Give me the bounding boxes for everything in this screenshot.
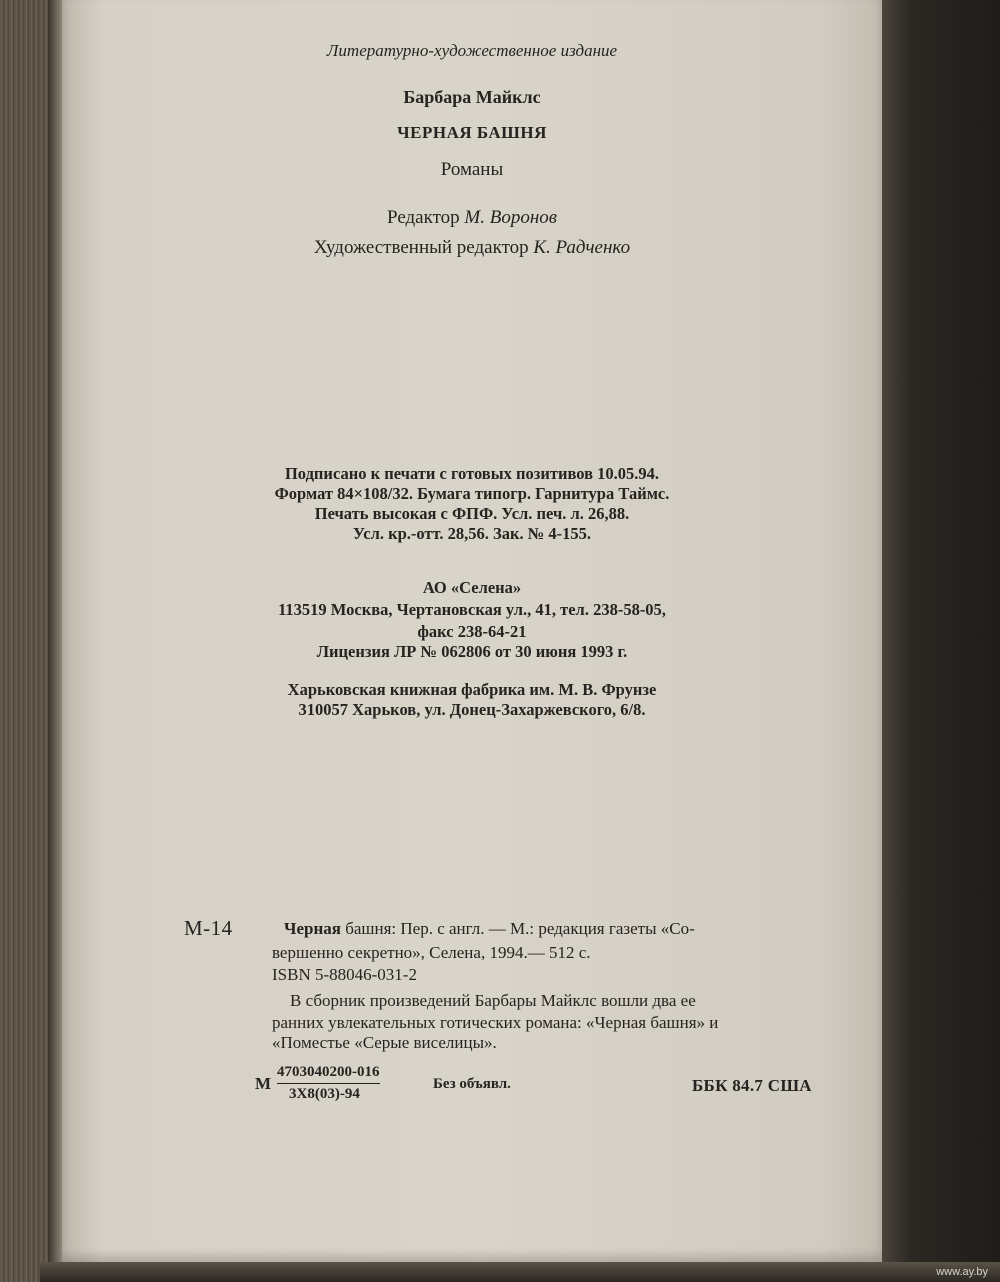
index-denominator: 3Х8(03)-94 — [289, 1086, 360, 1102]
editor-name: М. Воронов — [464, 207, 557, 228]
bbk-classification: ББК 84.7 США — [692, 1076, 812, 1095]
author-name: Барбара Майклс — [403, 87, 541, 107]
printer-address: 310057 Харьков, ул. Донец-Захаржевского, 6/8. — [298, 700, 646, 719]
annotation-line: ранних увлекательных готических романа: «Черная башня» и — [272, 1013, 719, 1032]
publisher-name: АО «Селена» — [422, 578, 522, 597]
art-editor-name: К. Радченко — [533, 237, 631, 258]
watermark: www.ay.by — [936, 1266, 988, 1278]
genre-label: Романы — [440, 159, 504, 180]
printer-name: Харьковская книжная фабрика им. М. В. Фрунзе — [287, 680, 657, 699]
annotation-line: В сборник произведений Барбары Майклс вошли два ее — [290, 991, 696, 1010]
publisher-license: Лицензия ЛР № 062806 от 30 июня 1993 г. — [316, 642, 628, 661]
index-numerator: 4703040200-016 — [277, 1064, 380, 1084]
bibliographic-entry-rest: башня: Пер. с англ. — М.: редакция газеты «Со- — [345, 919, 695, 938]
bibliographic-entry-line: вершенно секретно», Селена, 1994.— 512 с. — [272, 943, 591, 962]
colophon-page — [62, 0, 882, 1262]
editor-label: Редактор — [387, 207, 460, 228]
imprint-line: Печать высокая с ФПФ. Усл. печ. л. 26,88. — [314, 504, 630, 523]
book-cover-right — [882, 0, 1000, 1282]
imprint-line: Формат 84×108/32. Бумага типогр. Гарнитура Таймс. — [274, 484, 670, 503]
art-editor-label: Художественный редактор — [313, 237, 529, 258]
art-editor-credit — [62, 238, 882, 257]
book-bottom-edge — [40, 1262, 1000, 1282]
catalog-index — [255, 1062, 565, 1106]
publisher-fax: факс 238-64-21 — [417, 622, 527, 641]
bibliographic-title-word: Черная — [284, 919, 341, 938]
publisher-address: 113519 Москва, Чертановская ул., 41, тел. 238-58-05, — [278, 600, 666, 619]
editor-credit — [62, 208, 882, 227]
no-announcement-note: Без объявл. — [433, 1076, 511, 1092]
page-stack-edge — [0, 0, 62, 1282]
index-letter: М — [255, 1074, 272, 1093]
call-number: М-14 — [184, 916, 233, 940]
bibliographic-entry-line — [284, 920, 695, 937]
series-label: Литературно-художественное издание — [326, 41, 618, 60]
isbn: ISBN 5-88046-031-2 — [272, 965, 417, 984]
imprint-line: Подписано к печати с готовых позитивов 10.05.94. — [284, 464, 660, 483]
book-title: ЧЕРНАЯ БАШНЯ — [397, 123, 547, 142]
annotation-line: «Поместье «Серые виселицы». — [272, 1033, 497, 1052]
imprint-line: Усл. кр.-отт. 28,56. Зак. № 4-155. — [352, 524, 592, 543]
